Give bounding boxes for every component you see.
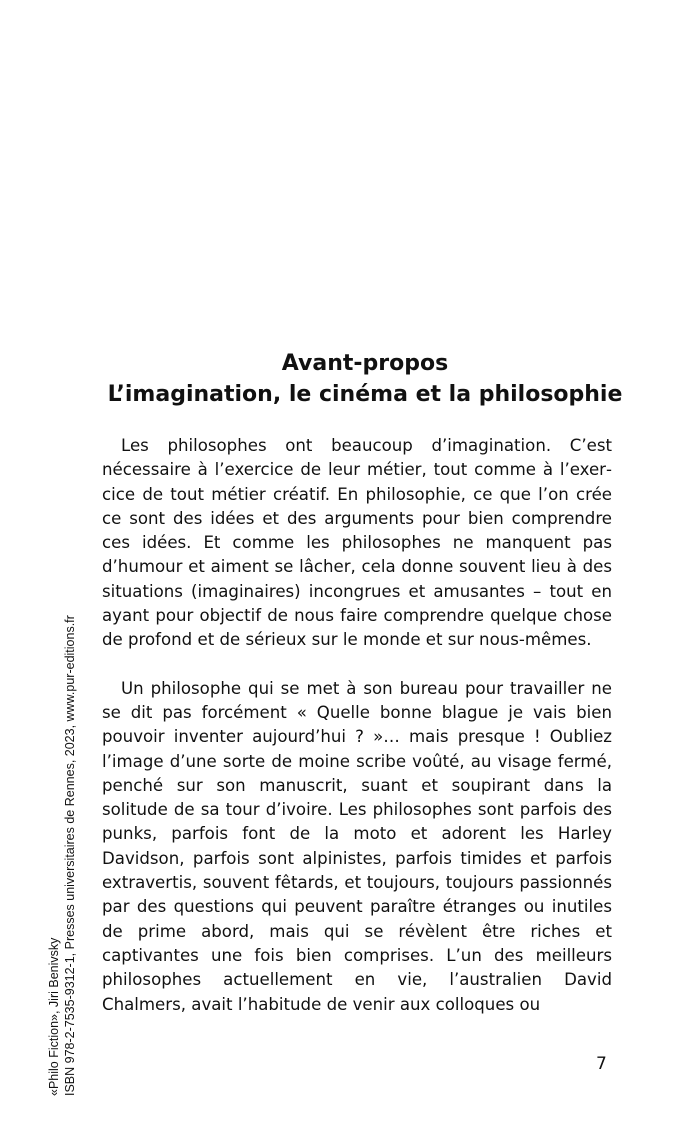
- credit-line-book: «Philo Fiction», Jiri Benivsky: [47, 937, 61, 1096]
- page-number: 7: [596, 1054, 607, 1074]
- credit-line-publisher: ISBN 978-2-7535-9312-1, Presses universitaires de Rennes, 2023, www.pur-editions.fr: [63, 615, 77, 1096]
- body-text: [102, 434, 612, 1017]
- paragraph-2: Un philosophe qui se met à son bureau pour travailler ne se dit pas forcément « Quelle bonne blague je vais bien pouvoir inventer aujourd’hui ? »… mais presque ! Oubliez l’image d’une sorte de moine scribe voûté, au visage fermé, penché sur son manuscrit, suant et soupirant dans la solitude de sa tour d’ivoire. Les philosophes sont parfois des punks, parfois font de la moto et adorent les Harley Davidson, parfois sont alpinistes, parfois timides et parfois extravertis, souvent fêtards, et toujours, toujours passionnés par des questions qui peuvent paraître étranges ou inutiles de prime abord, mais qui se révèlent être riches et captivantes une fois bien comprises. L’un des meilleurs philosophes actuellement en vie, l’australien David Chalmers, avait l’habitude de venir aux colloques ou: [102, 678, 612, 1014]
- chapter-heading: [100, 348, 630, 410]
- copyright-credit: [46, 615, 78, 1096]
- chapter-subtitle: L’imagination, le cinéma et la philosophie: [107, 382, 623, 407]
- chapter-title: Avant-propos: [281, 351, 449, 376]
- paragraph-1: Les philosophes ont beaucoup d’imagination. C’est nécessaire à l’exercice de leur métier, tout comme à l’exercice de tout métier créatif. En philosophie, ce que l’on crée ce sont des idées et des arguments pour bien comprendre ces idées. Et comme les philosophes ne manquent pas d’humour et aiment se lâcher, cela donne souvent lieu à des situations (imaginaires) incongrues et amusantes – tout en ayant pour objectif de nous faire comprendre quelque chose de profond et de sérieux sur le monde et sur nous-mêmes.: [102, 436, 612, 650]
